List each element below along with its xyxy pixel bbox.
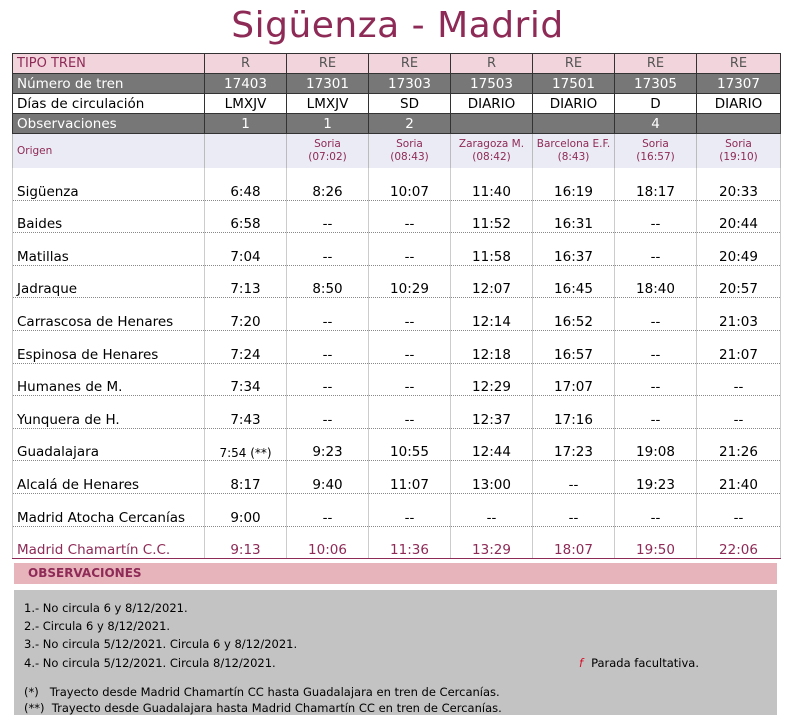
train-number-cell: 17501 [533,74,615,94]
observation-ref-cell: 4 [615,114,697,134]
time-cell: -- [287,363,369,396]
time-cell: -- [287,233,369,266]
station-name: Matillas [13,233,205,266]
time-cell: 20:57 [697,265,781,298]
time-cell: 6:58 [205,200,287,233]
time-cell: 9:23 [287,428,369,461]
time-cell: 12:44 [451,428,533,461]
origin-row [13,134,781,169]
train-number-label: Número de tren [13,74,205,94]
origin-cell [287,134,369,169]
service-days-cell: SD [369,94,451,114]
station-name: Humanes de M. [13,363,205,396]
time-cell: -- [615,363,697,396]
time-cell: 17:23 [533,428,615,461]
station-name: Guadalajara [13,428,205,461]
time-cell: 18:07 [533,526,615,559]
time-cell: -- [287,330,369,363]
time-cell: -- [369,363,451,396]
station-name: Baides [13,200,205,233]
time-cell: -- [369,330,451,363]
station-row [13,330,781,363]
time-cell: -- [451,493,533,526]
time-cell: 17:07 [533,363,615,396]
timetable [12,53,781,559]
time-cell: -- [287,493,369,526]
service-days-cell: DIARIO [451,94,533,114]
time-cell: 21:03 [697,298,781,331]
time-cell: 11:40 [451,168,533,200]
time-cell: 12:14 [451,298,533,331]
time-cell: -- [369,493,451,526]
station-row [13,363,781,396]
train-type-row [13,54,781,74]
train-type-cell: R [451,54,533,74]
station-row [13,396,781,429]
time-cell: -- [369,396,451,429]
time-cell: 19:23 [615,461,697,494]
observation-ref-cell: 1 [287,114,369,134]
time-cell: -- [615,330,697,363]
time-cell: 11:58 [451,233,533,266]
time-cell: 7:04 [205,233,287,266]
time-cell: -- [287,200,369,233]
origin-departure: (8:43) [557,151,590,163]
time-cell: -- [697,396,781,429]
time-cell: 9:40 [287,461,369,494]
optional-stop-legend [579,656,699,670]
time-cell: 22:06 [697,526,781,559]
observations-header: OBSERVACIONES [14,563,777,584]
time-cell: 20:44 [697,200,781,233]
time-cell: 11:52 [451,200,533,233]
origin-station: Barcelona E.F. [536,138,611,150]
train-number-cell: 17303 [369,74,451,94]
station-row [13,526,781,559]
origin-departure: (07:02) [308,151,347,163]
station-row [13,493,781,526]
observation-note: 3.- No circula 5/12/2021. Circula 6 y 8/12/2021. [24,637,298,651]
origin-station: Soria [642,138,669,150]
origin-cell [451,134,533,169]
station-name: Espinosa de Henares [13,330,205,363]
origin-cell [369,134,451,169]
station-name: Madrid Chamartín C.C. [13,526,205,559]
time-cell: 21:26 [697,428,781,461]
train-number-row [13,74,781,94]
station-row [13,200,781,233]
observations-panel [14,590,777,715]
time-cell: 7:43 [205,396,287,429]
train-type-cell: RE [287,54,369,74]
time-cell: 7:34 [205,363,287,396]
observation-ref-cell: 1 [205,114,287,134]
origin-label: Origen [13,134,205,169]
station-row [13,428,781,461]
observation-note: 2.- Circula 6 y 8/12/2021. [24,619,171,633]
time-cell: -- [615,200,697,233]
station-row [13,233,781,266]
observation-ref-cell [533,114,615,134]
train-number-cell: 17301 [287,74,369,94]
time-cell: 7:13 [205,265,287,298]
train-number-cell: 17305 [615,74,697,94]
time-cell: 10:07 [369,168,451,200]
time-cell: 12:07 [451,265,533,298]
train-type-cell: R [205,54,287,74]
optional-stop-symbol: f [579,656,584,670]
time-cell: 7:24 [205,330,287,363]
time-cell: 8:50 [287,265,369,298]
time-cell: -- [697,493,781,526]
time-cell: 8:26 [287,168,369,200]
time-cell: 8:17 [205,461,287,494]
time-cell: 13:00 [451,461,533,494]
time-cell: 9:00 [205,493,287,526]
time-cell: -- [369,200,451,233]
origin-cell [205,134,287,169]
origin-cell [697,134,781,169]
time-cell: 11:36 [369,526,451,559]
origin-departure: (08:43) [390,151,429,163]
service-days-cell: D [615,94,697,114]
time-cell: 7:54 (**) [205,428,287,461]
time-cell: 12:29 [451,363,533,396]
time-cell: -- [697,363,781,396]
observation-note: 1.- No circula 6 y 8/12/2021. [24,601,188,615]
origin-cell [533,134,615,169]
time-cell: 16:37 [533,233,615,266]
time-cell: -- [533,461,615,494]
train-number-cell: 17403 [205,74,287,94]
time-cell: 6:48 [205,168,287,200]
station-row [13,265,781,298]
origin-departure: (08:42) [472,151,511,163]
time-cell: 16:19 [533,168,615,200]
service-days-cell: DIARIO [533,94,615,114]
time-cell: 20:49 [697,233,781,266]
time-cell: 19:08 [615,428,697,461]
time-cell: 20:33 [697,168,781,200]
time-cell: 16:52 [533,298,615,331]
time-cell: 10:55 [369,428,451,461]
observation-ref-cell: 2 [369,114,451,134]
service-days-cell: DIARIO [697,94,781,114]
train-number-cell: 17503 [451,74,533,94]
observation-ref-cell [697,114,781,134]
station-name: Jadraque [13,265,205,298]
time-cell: -- [615,396,697,429]
train-type-cell: RE [533,54,615,74]
time-cell: 12:37 [451,396,533,429]
time-cell: -- [615,233,697,266]
train-type-cell: RE [615,54,697,74]
service-days-cell: LMXJV [287,94,369,114]
train-type-cell: RE [369,54,451,74]
origin-station: Soria [314,138,341,150]
service-days-label: Días de circulación [13,94,205,114]
station-name: Yunquera de H. [13,396,205,429]
time-cell: 13:29 [451,526,533,559]
footnote: (**) Trayecto desde Guadalajara hasta Madrid Chamartín CC en tren de Cercanías. [24,701,502,715]
service-days-row [13,94,781,114]
train-type-cell: RE [697,54,781,74]
time-cell: 16:31 [533,200,615,233]
station-name: Madrid Atocha Cercanías [13,493,205,526]
station-row [13,461,781,494]
time-cell: 11:07 [369,461,451,494]
optional-stop-label: Parada facultativa. [591,656,699,670]
origin-station: Soria [725,138,752,150]
time-cell: -- [369,298,451,331]
time-cell: -- [533,493,615,526]
time-cell: -- [369,233,451,266]
observations-label: Observaciones [13,114,205,134]
time-cell: 17:16 [533,396,615,429]
station-row [13,298,781,331]
time-cell: 16:57 [533,330,615,363]
service-days-cell: LMXJV [205,94,287,114]
time-cell: -- [615,298,697,331]
time-cell: -- [615,493,697,526]
observation-ref-cell [451,114,533,134]
time-cell: 18:40 [615,265,697,298]
station-name: Alcalá de Henares [13,461,205,494]
footnote: (*) Trayecto desde Madrid Chamartín CC hasta Guadalajara en tren de Cercanías. [24,685,500,699]
station-name: Carrascosa de Henares [13,298,205,331]
time-cell: 21:07 [697,330,781,363]
origin-station: Soria [396,138,423,150]
station-name: Sigüenza [13,168,205,200]
origin-departure: (16:57) [636,151,675,163]
train-type-label: TIPO TREN [13,54,205,74]
time-cell: 16:45 [533,265,615,298]
time-cell: -- [287,396,369,429]
time-cell: 10:06 [287,526,369,559]
time-cell: 7:20 [205,298,287,331]
time-cell: 18:17 [615,168,697,200]
observations-row [13,114,781,134]
origin-station: Zaragoza M. [458,138,525,150]
time-cell: 9:13 [205,526,287,559]
origin-cell [615,134,697,169]
page-title: Sigüenza - Madrid [231,5,564,46]
time-cell: 10:29 [369,265,451,298]
time-cell: -- [287,298,369,331]
time-cell: 21:40 [697,461,781,494]
origin-departure: (19:10) [719,151,758,163]
station-row [13,168,781,200]
time-cell: 12:18 [451,330,533,363]
time-cell: 19:50 [615,526,697,559]
train-number-cell: 17307 [697,74,781,94]
observation-note: 4.- No circula 5/12/2021. Circula 8/12/2021. [24,656,276,670]
